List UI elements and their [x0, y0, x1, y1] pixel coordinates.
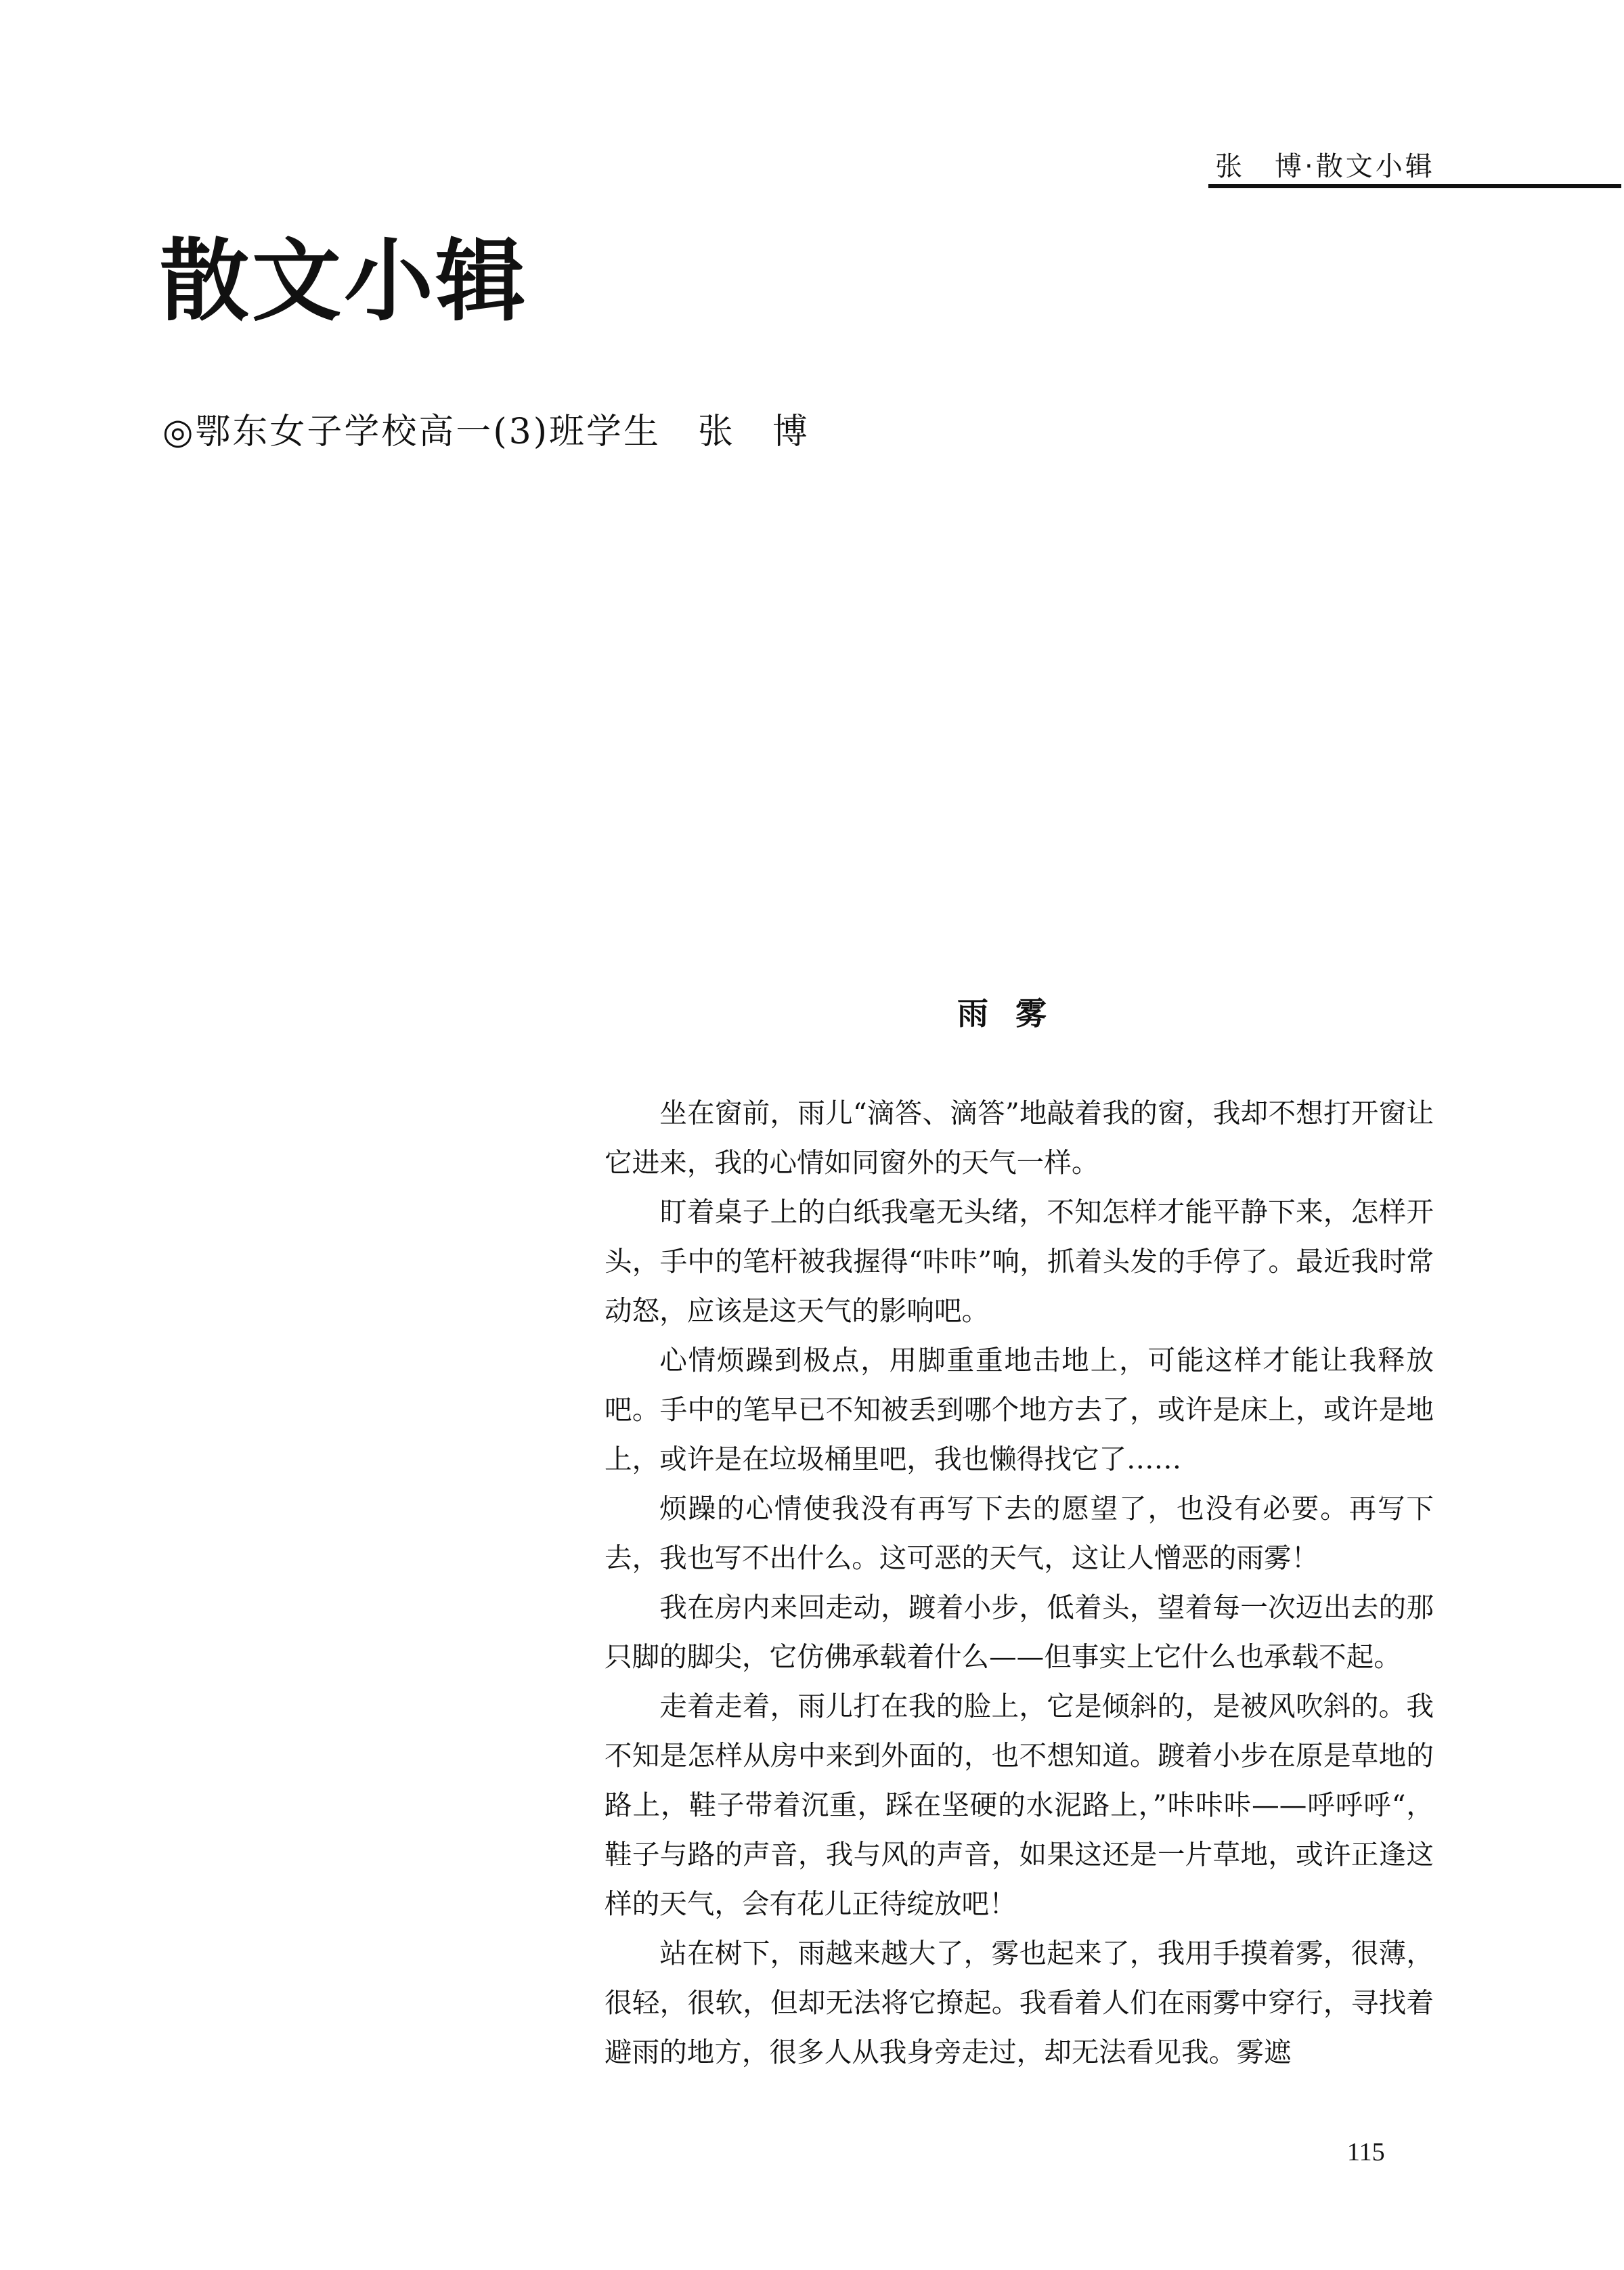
paragraph: 我在房内来回走动，踱着小步，低着头，望着每一次迈出去的那只脚的脚尖，它仿佛承载着什么——但事实上它什么也承载不起。 [605, 1591, 1434, 1673]
paragraph: 心情烦躁到极点，用脚重重地击地上，可能这样才能让我释放吧。手中的笔早已不知被丢到哪个地方去了，或许是床上，或许是地上，或许是在垃圾桶里吧，我也懒得找它了…… [605, 1344, 1434, 1475]
running-header [1208, 144, 1621, 188]
page-title: 散文小辑 [160, 230, 528, 334]
paragraph: 盯着桌子上的白纸我毫无头绪，不知怎样才能平静下来，怎样开头，手中的笔杆被我握得“咔咔”响，抓着头发的手停了。最近我时常动怒，应该是这天气的影响吧。 [605, 1196, 1434, 1327]
paragraph: 坐在窗前，雨儿“滴答、滴答”地敲着我的窗，我却不想打开窗让它进来，我的心情如同窗外的天气一样。 [605, 1097, 1434, 1179]
article-body [605, 1089, 1434, 2077]
paragraph: 烦躁的心情使我没有再写下去的愿望了，也没有必要。再写下去，我也写不出什么。这可恶的天气，这让人憎恶的雨雾！ [605, 1492, 1434, 1574]
paragraph: 站在树下，雨越来越大了，雾也起来了，我用手摸着雾，很薄，很轻，很软，但却无法将它撩起。我看着人们在雨雾中穿行，寻找着避雨的地方，很多人从我身旁走过，却无法看见我。雾遮 [605, 1937, 1434, 2068]
running-header-title: 张 博·散文小辑 [1215, 151, 1435, 182]
paragraph: 走着走着，雨儿打在我的脸上，它是倾斜的，是被风吹斜的。我不知是怎样从房中来到外面的，也不想知道。踱着小步在原是草地的路上，鞋子带着沉重，踩在坚硬的水泥路上，”咔咔咔——呼呼呼“，鞋子与路的声音，我与风的声音，如果这还是一片草地，或许正逢这样的天气，会有花儿正待绽放吧！ [605, 1690, 1434, 1920]
page-number: 115 [1347, 2138, 1385, 2166]
author-byline: ◎鄂东女子学校高一(3)班学生 张 博 [162, 412, 810, 452]
section-title: 雨雾 [957, 995, 1074, 1032]
